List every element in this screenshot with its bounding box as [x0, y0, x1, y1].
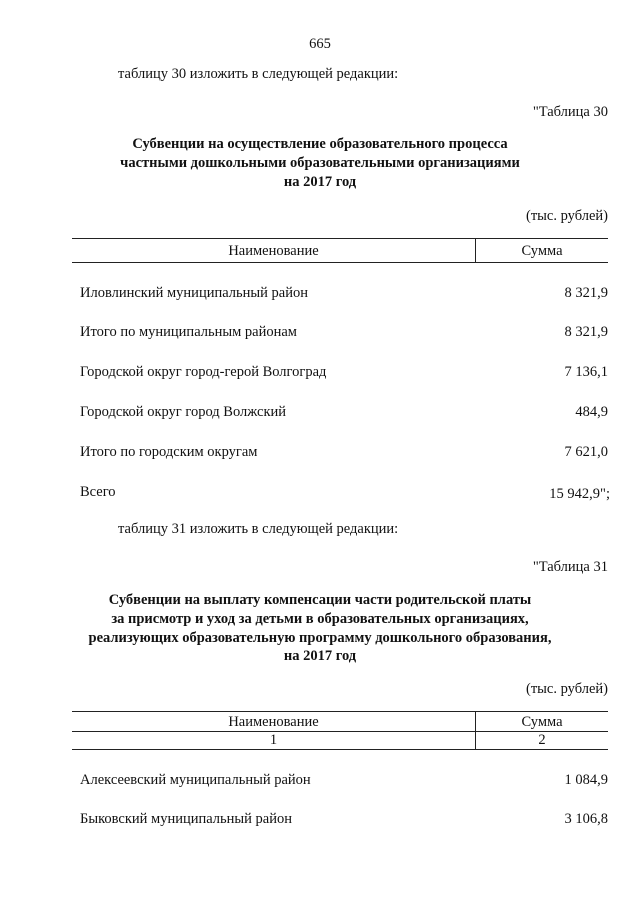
table-31-col-number-1: 1	[269, 732, 278, 748]
table-31-header-name: Наименование	[228, 714, 319, 730]
table-30-title-line: частными дошкольными образовательными организациями	[120, 155, 520, 171]
row-sum: 3 106,8	[564, 811, 608, 827]
table-30-header-name: Наименование	[228, 243, 319, 259]
table-31-label: "Таблица 31	[532, 559, 608, 575]
row-sum: 15 942,9";	[549, 486, 610, 502]
row-name: Городской округ город Волжский	[80, 404, 287, 420]
table-30-header-sum: Сумма	[521, 243, 563, 259]
row-name: Итого по муниципальным районам	[80, 324, 297, 340]
row-name: Алексеевский муниципальный район	[80, 772, 311, 788]
table-31-units: (тыс. рублей)	[526, 681, 608, 697]
table-30-label: "Таблица 30	[532, 104, 608, 120]
table-31-top-rule	[72, 711, 608, 712]
intro-table-30: таблицу 30 изложить в следующей редакции:	[118, 66, 399, 82]
table-30-header-rule	[72, 262, 608, 263]
row-sum: 8 321,9	[564, 324, 608, 340]
row-sum: 8 321,9	[564, 285, 608, 301]
table-30-title-line: Субвенции на осуществление образовательного процесса	[132, 136, 508, 152]
intro-table-31: таблицу 31 изложить в следующей редакции:	[118, 521, 399, 537]
row-sum: 7 136,1	[564, 364, 608, 380]
table-30-units: (тыс. рублей)	[526, 208, 608, 224]
table-31-number-rule	[72, 749, 608, 750]
row-name: Городской округ город-герой Волгоград	[80, 364, 327, 380]
row-name: Иловлинский муниципальный район	[80, 285, 308, 301]
table-30-top-rule	[72, 238, 608, 239]
row-sum: 1 084,9	[564, 772, 608, 788]
table-31-title-line: Субвенции на выплату компенсации части родительской платы	[108, 592, 532, 608]
table-30-title-line: на 2017 год	[283, 174, 357, 190]
table-31-title-line: на 2017 год	[283, 648, 357, 664]
row-sum: 7 621,0	[564, 444, 608, 460]
table-31-header-sum: Сумма	[521, 714, 563, 730]
row-name: Итого по городским округам	[80, 444, 258, 460]
table-31-title-line: за присмотр и уход за детьми в образовательных организациях,	[111, 611, 529, 627]
table-31-col-number-2: 2	[538, 732, 546, 748]
row-sum: 484,9	[575, 404, 608, 420]
page-number: 665	[309, 36, 331, 52]
row-name: Быковский муниципальный район	[80, 811, 292, 827]
table-31-title-line: реализующих образовательную программу дошкольного образования,	[88, 630, 552, 646]
row-name: Всего	[80, 484, 116, 500]
